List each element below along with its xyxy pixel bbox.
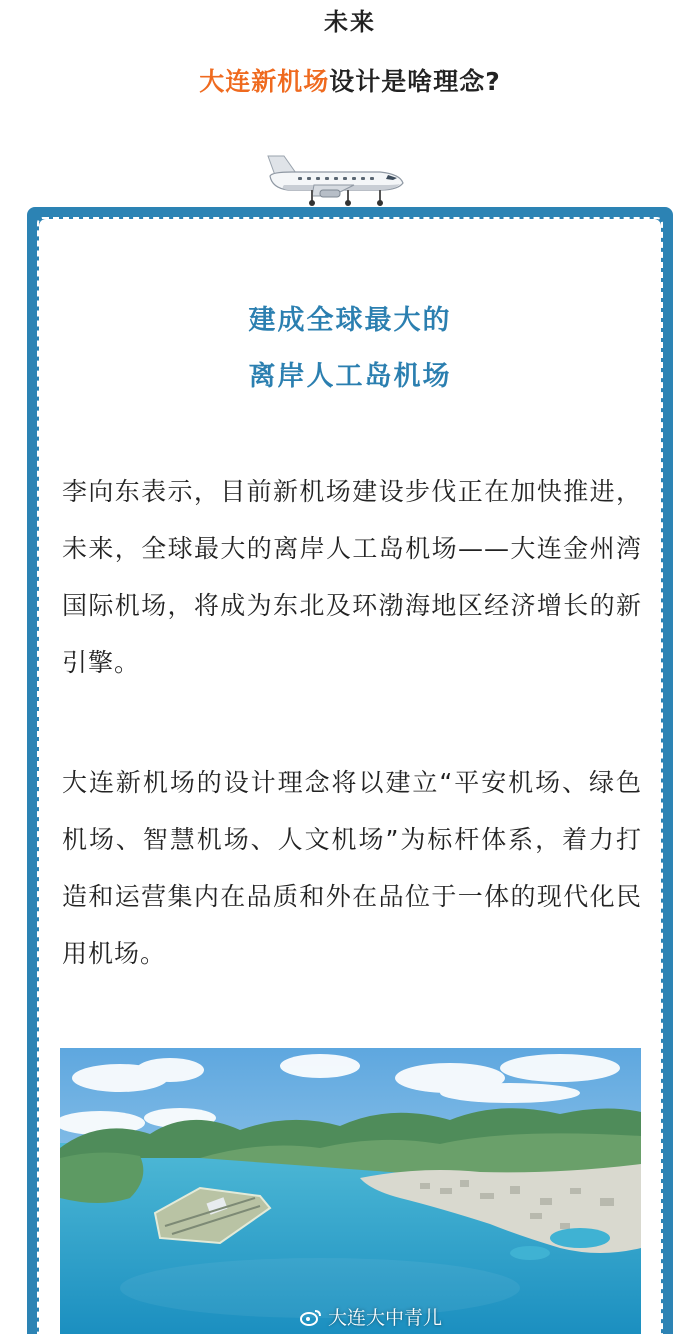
question-title: [0, 62, 700, 98]
watermark-text: 大连大中青儿: [328, 1307, 443, 1329]
image-watermark: [300, 1303, 442, 1330]
section-intro-text: 未来: [324, 8, 376, 36]
paragraph-2: 大连新机场的设计理念将以建立“平安机场、绿色机场、智慧机场、人文机场”为标杆体系，着力打造和运营集内在品质和外在品位于一体的现代化民用机场。: [62, 768, 642, 968]
airport-rendering-image: [60, 1048, 641, 1334]
question-rest: 设计是啥理念?: [329, 67, 501, 96]
section-heading-line-2: 离岸人工岛机场: [248, 361, 452, 392]
weibo-icon: [300, 1308, 322, 1326]
paragraph-1: 李向东表示，目前新机场建设步伐正在加快推进，未来，全球最大的离岸人工岛机场——大连金州湾国际机场，将成为东北及环渤海地区经济增长的新引擎。: [62, 477, 642, 677]
question-highlight: 大连新机场: [199, 67, 330, 96]
section-heading-line-1: 建成全球最大的: [248, 305, 452, 336]
airplane-icon: [262, 152, 404, 208]
